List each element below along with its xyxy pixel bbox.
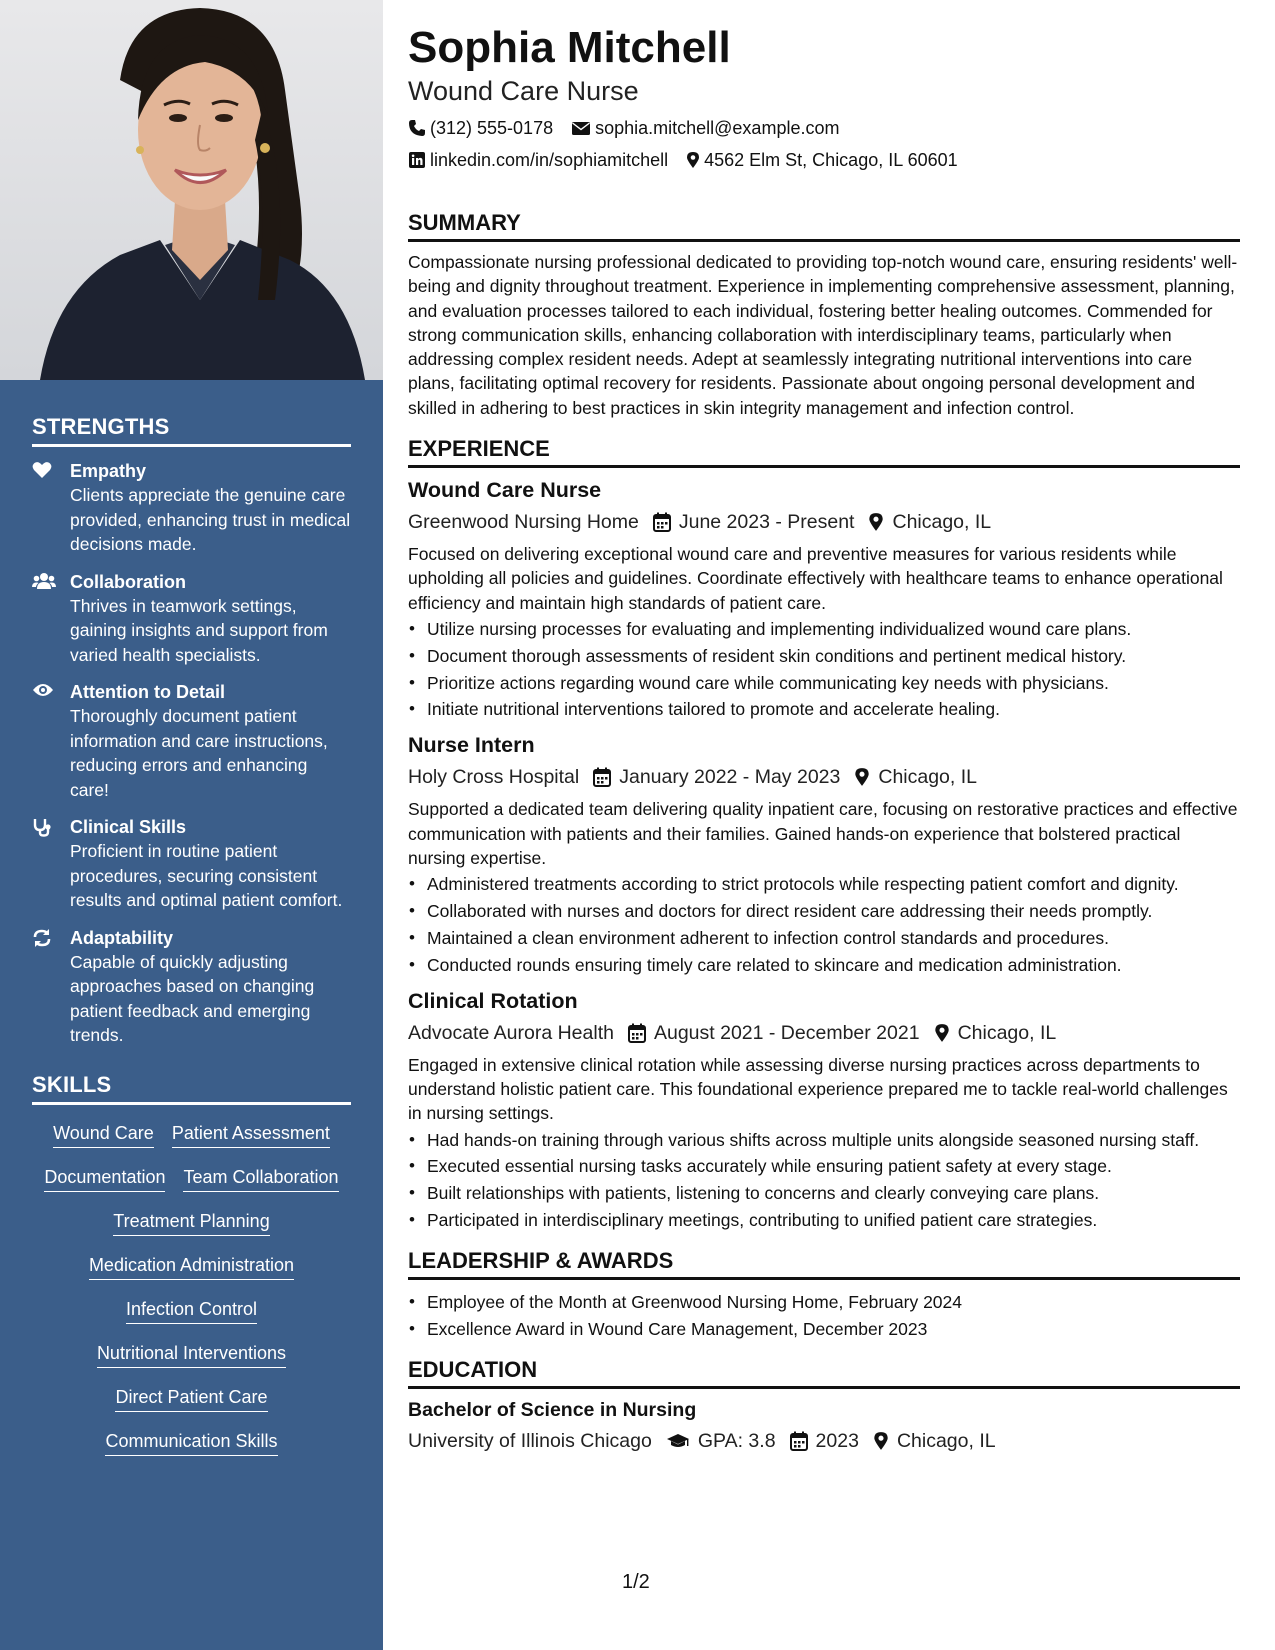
job-title: Wound Care Nurse — [408, 478, 602, 503]
address-contact — [686, 148, 958, 172]
job-location: Chicago, IL — [892, 511, 992, 534]
contact-row-2 — [408, 148, 1240, 172]
strength-title: Attention to Detail — [70, 682, 225, 702]
skill-tag: Communication Skills — [105, 1429, 277, 1456]
phone-text: (312) 555-0178 — [430, 118, 554, 138]
strength-desc: Proficient in routine patient procedures, securing consistent results and optimal patient comfort. — [70, 841, 343, 910]
eye-icon — [32, 680, 70, 802]
map-pin-icon — [686, 151, 700, 169]
job-dates: August 2021 - December 2021 — [653, 1021, 920, 1044]
job-location: Chicago, IL — [878, 766, 978, 789]
strength-desc: Thoroughly document patient information and care instructions, reducing errors and enhancing care! — [70, 706, 328, 800]
education-heading: EDUCATION — [408, 1357, 1240, 1389]
education-gpa-wrap — [666, 1427, 776, 1455]
stethoscope-icon — [32, 815, 70, 913]
map-pin-icon — [873, 1431, 889, 1451]
education-year: 2023 — [815, 1429, 859, 1452]
job-location-wrap — [868, 508, 991, 536]
job-bullet: • Executed essential nursing tasks accurately while ensuring patient safety at every stage. — [408, 1154, 1240, 1178]
sidebar — [0, 0, 383, 1650]
map-pin-icon — [868, 512, 884, 532]
portrait-illustration — [0, 0, 383, 380]
summary-text: Compassionate nursing professional dedicated to providing top-notch wound care, ensuring residents' well-being and dignity throughout treatment. Experience in implementing comprehensive assessment, planning, and evaluation processes tailored to each individual, fostering better healing outcomes. Commended for strong communication skills, enhancing collaboration with interdisciplinary teams, particularly when addressing complex resident needs. Adept at seamlessly integrating nutritional interventions into care plans, facilitating optimal recovery for residents. Passionate about ongoing personal development and skilled in adhering to best practices in skin integrity management and infection control. — [408, 252, 1238, 418]
strengths-heading: STRENGTHS — [32, 414, 351, 447]
strengths-section — [0, 414, 383, 1456]
strength-item — [32, 926, 351, 1048]
address-text: 4562 Elm St, Chicago, IL 60601 — [704, 150, 958, 170]
linkedin-text: linkedin.com/in/sophiamitchell — [430, 150, 669, 170]
calendar-icon — [790, 1431, 808, 1451]
phone-icon — [408, 119, 426, 137]
job-bullet: • Conducted rounds ensuring timely care related to skincare and medication administration. — [408, 953, 1240, 977]
job-bullet: • Collaborated with nurses and doctors for direct resident care addressing their needs promptly. — [408, 899, 1240, 923]
job-location-wrap — [934, 1019, 1057, 1047]
education-school: University of Illinois Chicago — [408, 1429, 652, 1452]
job-entry — [408, 731, 1240, 976]
job-location-wrap — [854, 763, 977, 791]
job-dates: June 2023 - Present — [678, 511, 855, 534]
calendar-icon — [653, 512, 671, 532]
education-section — [408, 1357, 1240, 1455]
education-degree: Bachelor of Science in Nursing — [408, 1398, 697, 1421]
strength-item — [32, 459, 351, 557]
job-meta — [408, 508, 1240, 536]
users-icon — [32, 570, 70, 668]
awards-heading: LEADERSHIP & AWARDS — [408, 1248, 1240, 1280]
candidate-name: Sophia Mitchell — [408, 23, 731, 72]
job-bullet: • Had hands-on training through various shifts across multiple units alongside seasoned nursing staff. — [408, 1128, 1240, 1152]
experience-heading: EXPERIENCE — [408, 436, 1240, 468]
strength-item — [32, 570, 351, 668]
summary-heading: SUMMARY — [408, 210, 1240, 242]
job-bullet: • Participated in interdisciplinary meetings, contributing to unified patient care strategies. — [408, 1208, 1240, 1232]
sync-icon — [32, 926, 70, 1048]
linkedin-icon — [408, 151, 426, 169]
job-bullet: • Built relationships with patients, listening to concerns and clearly conveying care plans. — [408, 1181, 1240, 1205]
strength-title: Empathy — [70, 461, 147, 481]
skill-tag: Documentation — [44, 1165, 165, 1192]
skill-tag: Medication Administration — [89, 1253, 294, 1280]
job-meta — [408, 1019, 1240, 1047]
map-pin-icon — [854, 767, 870, 787]
job-bullets — [408, 1128, 1240, 1232]
job-bullets — [408, 617, 1240, 721]
award-item: • Excellence Award in Wound Care Management, December 2023 — [408, 1317, 1240, 1341]
job-bullets — [408, 872, 1240, 976]
job-description: Engaged in extensive clinical rotation while assessing diverse nursing practices across departments to understand holistic patient care. This foundational experience prepared me to tackle real-world challenges in nursing settings. — [408, 1054, 1228, 1124]
skill-tag: Nutritional Interventions — [97, 1341, 286, 1368]
job-bullet: • Maintained a clean environment adherent to infection control standards and procedures. — [408, 926, 1240, 950]
page-number: 1/2 — [622, 1571, 650, 1593]
job-entry — [408, 476, 1240, 721]
award-item: • Employee of the Month at Greenwood Nursing Home, February 2024 — [408, 1290, 1240, 1314]
strength-title: Collaboration — [70, 571, 186, 592]
candidate-title: Wound Care Nurse — [408, 76, 639, 106]
awards-section — [408, 1248, 1240, 1341]
heart-icon — [32, 459, 70, 557]
job-org: Holy Cross Hospital — [408, 766, 580, 789]
calendar-icon — [593, 767, 611, 787]
job-dates-wrap — [593, 763, 840, 791]
skill-tag: Patient Assessment — [172, 1121, 330, 1148]
job-org: Greenwood Nursing Home — [408, 511, 639, 534]
job-bullet: • Initiate nutritional interventions tailored to promote and accelerate healing. — [408, 697, 1240, 721]
job-bullet: • Document thorough assessments of resident skin conditions and pertinent medical history. — [408, 644, 1240, 668]
job-description: Focused on delivering exceptional wound care and preventive measures for various residents while upholding all policies and guidelines. Coordinate effectively with healthcare teams to enhance operational efficiency and maintain high standards of patient care. — [408, 544, 1223, 613]
strength-item — [32, 680, 351, 802]
job-dates-wrap — [653, 508, 855, 536]
strength-desc: Capable of quickly adjusting approaches based on changing patient feedback and emerging trends. — [70, 951, 315, 1045]
job-dates-wrap — [628, 1019, 920, 1047]
skill-tag: Direct Patient Care — [115, 1385, 267, 1412]
experience-section — [408, 436, 1240, 1232]
skill-tag: Wound Care — [53, 1121, 154, 1148]
skill-tag: Infection Control — [126, 1297, 257, 1324]
education-location-wrap — [873, 1427, 996, 1455]
job-bullet: • Prioritize actions regarding wound care while communicating key needs with physicians. — [408, 671, 1240, 695]
awards-list — [408, 1290, 1240, 1341]
job-dates: January 2022 - May 2023 — [619, 766, 841, 789]
calendar-icon — [628, 1023, 646, 1043]
job-title: Nurse Intern — [408, 733, 535, 758]
envelope-icon — [571, 120, 591, 136]
education-location: Chicago, IL — [896, 1429, 996, 1452]
strength-title: Clinical Skills — [70, 817, 187, 837]
graduation-cap-icon — [666, 1432, 690, 1450]
skill-tag: Team Collaboration — [183, 1165, 338, 1192]
job-meta — [408, 763, 1240, 791]
skill-tag: Treatment Planning — [113, 1209, 269, 1236]
job-description: Supported a dedicated team delivering quality inpatient care, focusing on restorative practices and effective communication with patients and their families. Gained hands-on experience that bolstered practical nursing expertise. — [408, 799, 1238, 868]
job-title: Clinical Rotation — [408, 988, 578, 1013]
education-meta — [408, 1427, 1240, 1455]
job-bullet: • Administered treatments according to strict protocols while respecting patient comfort and dignity. — [408, 872, 1240, 896]
strength-desc: Clients appreciate the genuine care provided, enhancing trust in medical decisions made. — [70, 485, 351, 554]
contact-row — [408, 116, 1240, 140]
map-pin-icon — [934, 1023, 950, 1043]
education-year-wrap — [790, 1427, 859, 1455]
phone-contact[interactable] — [408, 116, 553, 140]
linkedin-contact[interactable] — [408, 148, 668, 172]
strength-item — [32, 815, 351, 913]
strength-title: Adaptability — [70, 927, 174, 948]
job-org: Advocate Aurora Health — [408, 1021, 614, 1044]
summary-section — [408, 210, 1240, 420]
main-content — [408, 22, 1240, 1461]
profile-photo — [0, 0, 383, 380]
strength-desc: Thrives in teamwork settings, gaining insights and support from varied health specialists. — [70, 595, 328, 665]
job-entry — [408, 987, 1240, 1232]
email-contact[interactable] — [571, 116, 839, 140]
email-text: sophia.mitchell@example.com — [595, 118, 840, 138]
job-bullet: • Utilize nursing processes for evaluating and implementing individualized wound care plans. — [408, 617, 1240, 641]
skills-heading: SKILLS — [32, 1072, 351, 1105]
job-location: Chicago, IL — [957, 1021, 1057, 1044]
skills-list — [32, 1117, 351, 1456]
education-gpa: GPA: 3.8 — [697, 1429, 776, 1452]
